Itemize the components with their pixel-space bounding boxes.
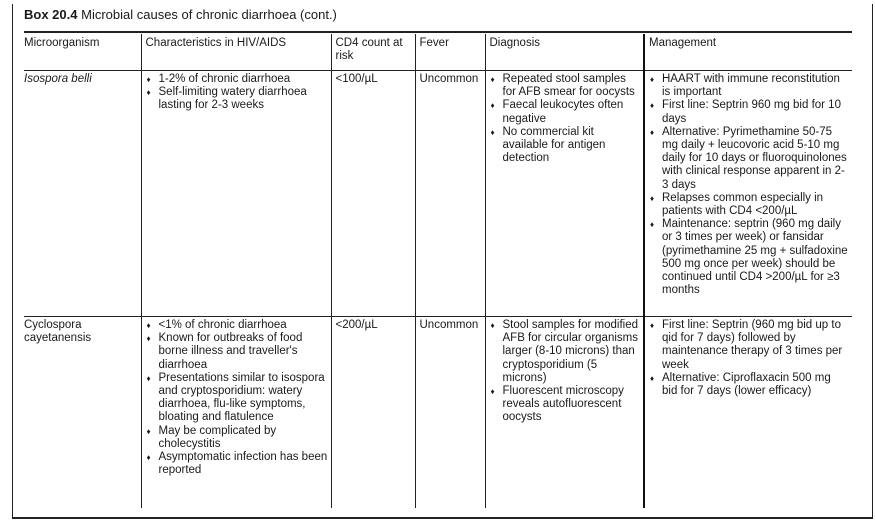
list-item: ♦ May be complicated by cholecystitis [146, 425, 328, 451]
diagnosis-cell [485, 71, 644, 317]
list-item: ♦ First line: Septrin 960 mg bid for 10 days [649, 99, 849, 125]
list-item: ♦ Stool samples for modified AFB for circular organisms larger (8-10 microns) than cryptosporidium (5 microns) [490, 319, 641, 385]
characteristics-cell [141, 317, 331, 509]
list-item: ♦ Maintenance: septrin (960 mg daily or 3 times per week) or fansidar (pyrimethamine 25 mg + sulfadoxine 500 mg once per week) should be continued until CD4 >200/µL for ≥3 months [649, 218, 849, 297]
col-header-fever: Fever [415, 34, 485, 71]
list-item: ♦ Alternative: Pyrimethamine 50-75 mg daily + leucovoric acid 5-10 mg daily for 10 days or fluoroquinolones with clinical response apparent in 2-3 days [649, 126, 849, 192]
list-item: ♦ Faecal leukocytes often negative [490, 99, 641, 125]
list-item: ♦ Alternative: Ciproflaxacin 500 mg bid for 7 days (lower efficacy) [649, 372, 849, 398]
list-item: ♦ 1-2% of chronic diarrhoea [146, 73, 328, 86]
col-header-diagnosis: Diagnosis [485, 34, 644, 71]
col-header-characteristics: Characteristics in HIV/AIDS [141, 34, 331, 71]
list-item: ♦ Known for outbreaks of food borne illness and traveller's diarrhoea [146, 332, 328, 372]
list-item: ♦ First line: Septrin (960 mg bid up to qid for 7 days) followed by maintenance therapy of 3 times per week [649, 319, 849, 372]
title-rule [24, 31, 852, 33]
box-title [24, 7, 337, 23]
organism-cell: Cyclospora cayetanensis [24, 319, 92, 345]
list-item: ♦ Repeated stool samples for AFB smear for oocysts [490, 73, 641, 99]
management-cell [644, 317, 852, 509]
cd4-cell: <100/µL [331, 71, 415, 317]
col-header-management: Management [644, 34, 852, 71]
list-item: ♦ Asymptomatic infection has been reported [146, 451, 328, 477]
list-item: ♦ HAART with immune reconstitution is important [649, 73, 849, 99]
header-row [24, 34, 852, 71]
management-cell [644, 71, 852, 317]
fever-cell: Uncommon [415, 71, 485, 317]
bottom-rule [12, 517, 873, 519]
cd4-cell: <200/µL [331, 317, 415, 509]
list-item: ♦ <1% of chronic diarrhoea [146, 319, 328, 332]
characteristics-cell [141, 71, 331, 317]
list-item: ♦ Relapses common especially in patients with CD4 <200/µL [649, 192, 849, 218]
table-row [24, 71, 852, 317]
list-item: ♦ No commercial kit available for antigen detection [490, 126, 641, 166]
box-number: Box 20.4 [24, 7, 78, 22]
list-item: ♦ Presentations similar to isospora and cryptosporidium: watery diarrhoea, flu-like symptoms, bloating and flatulence [146, 372, 328, 425]
box-caption: Microbial causes of chronic diarrhoea (cont.) [81, 7, 337, 22]
table-row [24, 317, 852, 509]
diagnosis-cell [485, 317, 644, 509]
list-item: ♦ Self-limiting watery diarrhoea lasting for 2-3 weeks [146, 86, 328, 112]
organism-cell: Isospora belli [24, 71, 141, 317]
fever-cell: Uncommon [415, 317, 485, 509]
col-header-cd4: CD4 count at risk [331, 34, 415, 71]
col-header-microorganism: Microorganism [24, 34, 141, 71]
list-item: ♦ Fluorescent microscopy reveals autofluorescent oocysts [490, 385, 641, 425]
diarrhoea-table [24, 34, 852, 508]
